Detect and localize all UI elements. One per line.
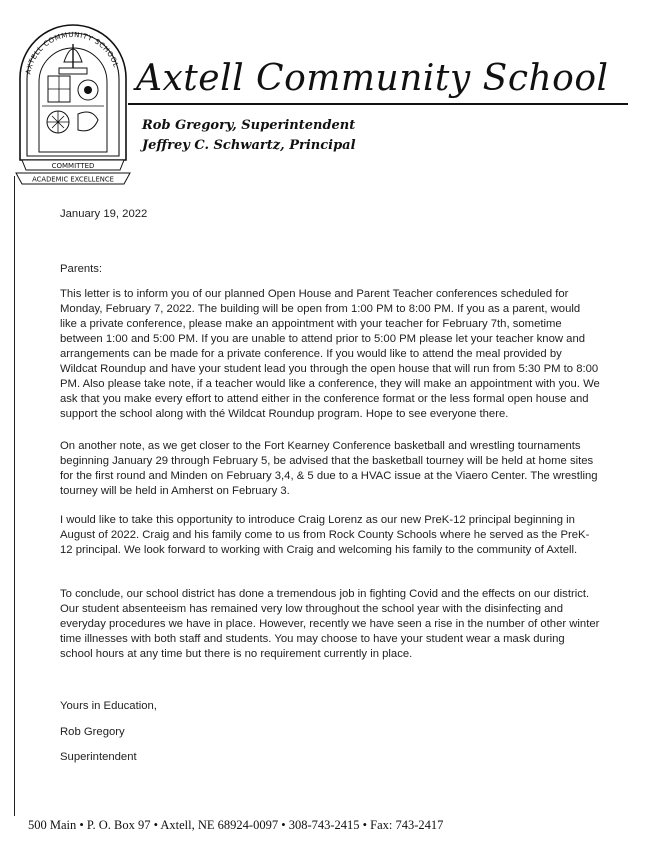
letter-closing: Yours in Education, bbox=[60, 700, 157, 712]
left-margin-rule bbox=[14, 176, 15, 816]
paragraph-new-principal: I would like to take this opportunity to introduce Craig Lorenz as our new PreK-12 principal beginning in August of 2022. Craig and his family come to us from Rock County Schools where he served as the PreK-12 principal. We look forward to working with Craig and welcoming his family to the community of Axtell. bbox=[60, 514, 590, 556]
letter-salutation: Parents: bbox=[60, 263, 103, 275]
paragraph-open-house: This letter is to inform you of our planned Open House and Parent Teacher conferences scheduled for Monday, February 7, 2022. The building will be open from 1:00 PM to 8:00 PM. If you as a parent, would like a private conference, please make an appointment with your teacher for February 7th, sometime between 1:00 and 5:00 PM. If you are unable to attend prior to 5:00 PM please let your teacher know and arrangements can be made for a private conference. If you would like to attend the meal provided by Wildcat Roundup and have your student lead you through the open house that will run from 5:30 PM to 8:00 PM. Also please take note, if a teacher would like a conference, they will make an appointment with you. We ask that you make every effort to attend either in the conference format or the less formal open house and support the school along with thé Wildcat Roundup program. Hope to see everyone there. bbox=[60, 288, 600, 420]
letter-signer-title: Superintendent bbox=[60, 751, 137, 763]
footer-address: 500 Main • P. O. Box 97 • Axtell, NE 68924-0097 • 308-743-2415 • Fax: 743-2417 bbox=[28, 818, 444, 832]
school-seal-logo bbox=[12, 10, 134, 194]
letter-date: January 19, 2022 bbox=[60, 208, 148, 220]
paragraph-tournaments: On another note, as we get closer to the Fort Kearney Conference basketball and wrestling tournaments beginning January 29 through February 5, be advised that the basketball tourney will be held at home sites for the first round and Minden on February 3,4, & 5 due to a HVAC issue at the Viaero Center. The wrestling tourney will be held in Amherst on February 3. bbox=[60, 440, 598, 497]
letter-signer: Rob Gregory bbox=[60, 726, 125, 738]
seal-banner-line2: ACADEMIC EXCELLENCE bbox=[32, 175, 114, 184]
superintendent-line: Rob Gregory, Superintendent bbox=[142, 118, 356, 133]
letterhead-divider bbox=[128, 103, 628, 105]
seal-top-text: AXTELL COMMUNITY SCHOOL bbox=[24, 30, 121, 75]
school-name-heading: Axtell Community School bbox=[136, 58, 609, 99]
principal-line: Jeffrey C. Schwartz, Principal bbox=[142, 138, 356, 153]
seal-banner-line1: COMMITTED bbox=[51, 162, 95, 170]
paragraph-covid: To conclude, our school district has done a tremendous job in fighting Covid and the effects on our district. Our student absenteeism has remained very low throughout the school year with the disinfecting and everyday procedures we have in place. However, recently we have seen a rise in the number of other winter time illnesses with both staff and students. You may choose to have your student wear a mask during school hours at any time but there is no requirement currently in place. bbox=[60, 588, 600, 660]
